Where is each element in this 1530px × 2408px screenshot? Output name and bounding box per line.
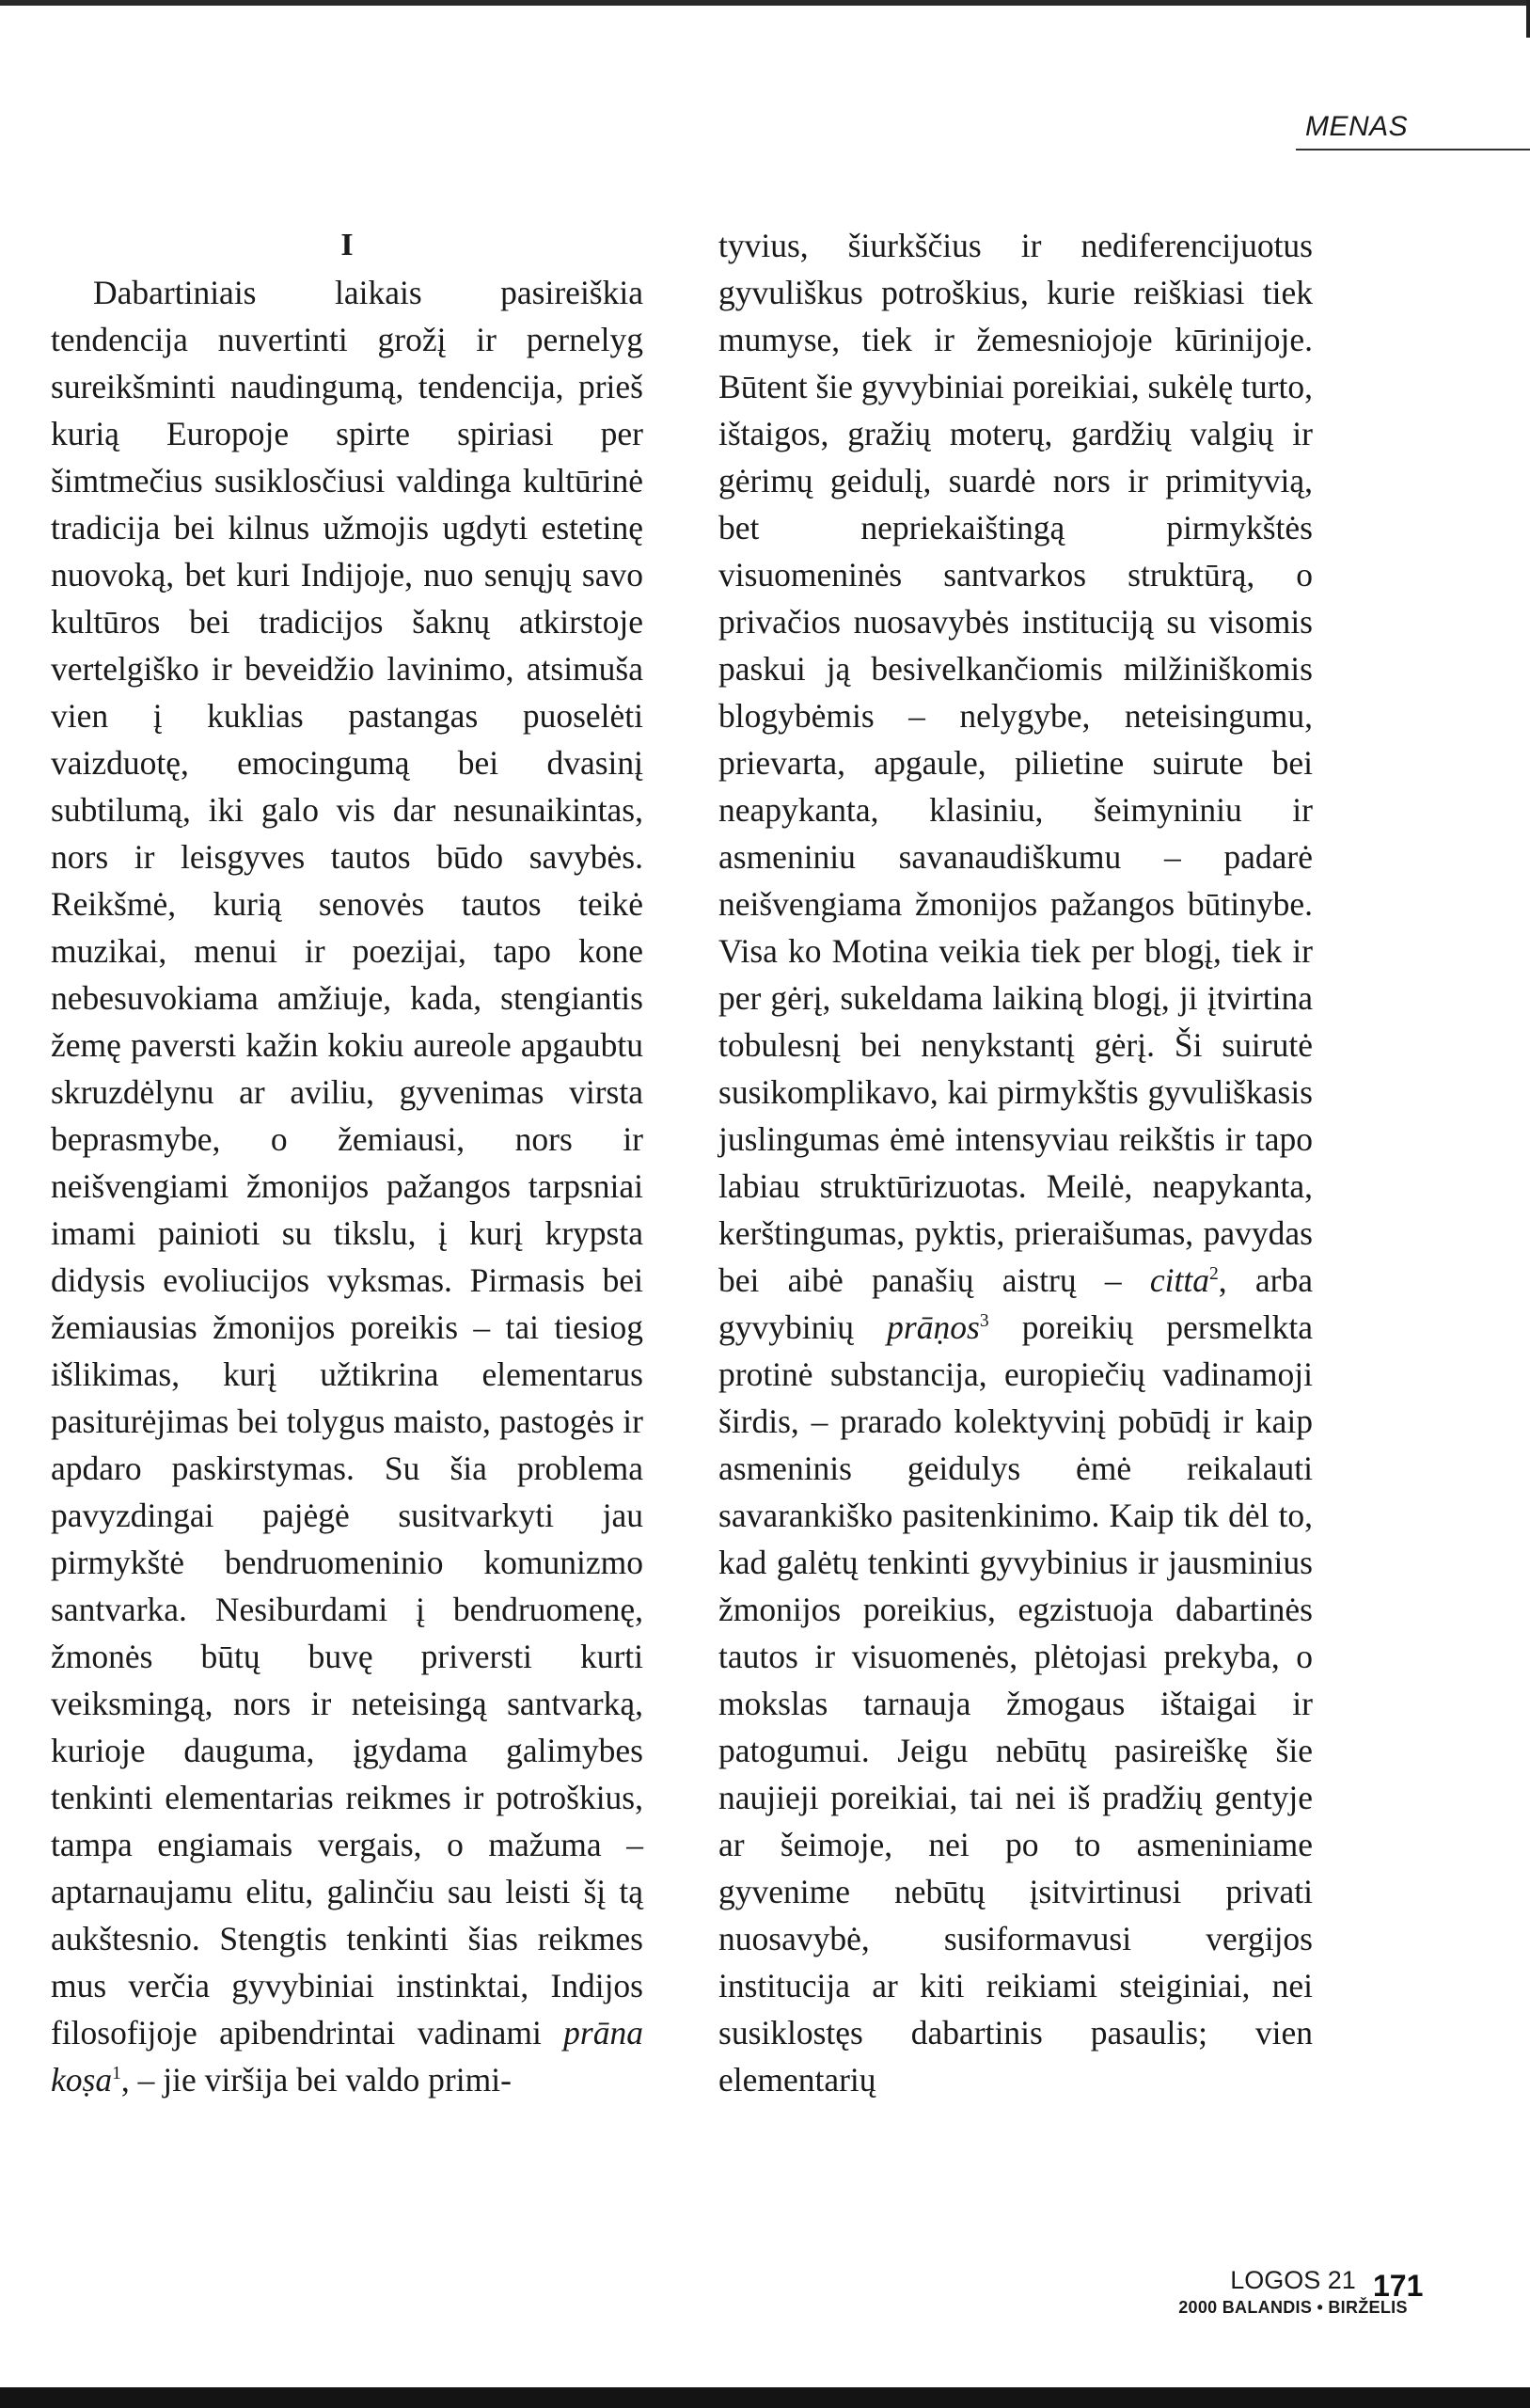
term-prana-kosa: prāna koṣa (51, 2014, 643, 2099)
term-citta: citta (1149, 1261, 1209, 1299)
footnote-ref-2[interactable]: 2 (1209, 1264, 1219, 1285)
header-rule (1296, 149, 1530, 150)
text-segment: Dabartiniais laikais pasireiškia tendencija nuvertinti grožį ir pernelyg sureikšminti naudingumą, tendencija, prieš kurią Europoje spirte spiriasi per šimtmečius susiklosčiusi valdinga kultūrinė tradicija bei kilnus užmojis ugdyti estetinę nuovoką, bet kuri Indijoje, nuo senųjų savo kultūros bei tradicijos šaknų atkirstoje vertelgiško ir beveidžio lavinimo, atsimuša vien į kuklias pastangas puoselėti vaizduotę, emocingumą bei dvasinį subtilumą, iki galo vis dar nesunaikintas, nors ir leisgyves tautos būdo savybės. Reikšmė, kurią senovės tautos teikė muzikai, menui ir poezijai, tapo kone nebesuvokiama amžiuje, kada, stengiantis žemę paversti kažin kokiu aureole apgaubtu skruzdėlynu ar aviliu, gyvenimas virsta beprasmybe, o žemiausi, nors ir neišvengiami žmonijos pažangos tarpsniai imami painioti su tikslu, į kurį krypsta didysis evoliucijos vyksmas. Pirmasis bei žemiausias žmonijos poreikis – tai tiesiog išlikimas, kurį užtikrina elementarus pasiturėjimas bei tolygus maisto, pastogės ir apdaro paskirstymas. Su šia problema pavyzdingai pajėgė susitvarkyti jau pirmykštė bendruomeninio komunizmo santvarka. Nesiburdami į bendruomenę, žmonės būtų buvę priversti kurti veiksmingą, nors ir neteisingą santvarką, kurioje dauguma, įgydama galimybes tenkinti elementarias reikmes ir potroškius, tampa engiamais vergais, o mažuma – aptarnaujamu elitu, galinčiu sau leisti šį tą aukštesnio. Stengtis tenkinti šias reikmes mus verčia gyvybiniai instinktai, Indijos filosofijoje apibendrintai vadinami (51, 274, 643, 2052)
running-head: MENAS (1305, 111, 1409, 142)
text-segment: , arba gyvybinių (718, 1261, 1313, 1346)
scan-edge-bottom (0, 2387, 1530, 2408)
footnote-ref-1[interactable]: 1 (112, 2064, 121, 2084)
paragraph-right (718, 222, 1313, 2103)
scan-edge-top (0, 0, 1530, 6)
journal-title: LOGOS 21 (1230, 2266, 1356, 2294)
text-segment: poreikių persmelkta protinė substancija, europiečių vadinamoji širdis, – prarado kolektyvinį pobūdį ir kaip asmeninis geidulys ėmė reikalauti savarankiško pasitenkinimo. Kaip tik dėl to, kad galėtų tenkinti gyvybinius ir jausminius žmonijos poreikius, egzistuoja dabartinės tautos ir visuomenės, plėtojasi prekyba, o mokslas tarnauja žmogaus ištaigai ir patogumui. Jeigu nebūtų pasireiškę šie naujieji poreikiai, tai nei iš pradžių gentyje ar šeimoje, nei po to asmeniniame gyvenime nebūtų įsitvirtinusi privati nuosavybė, susiformavusi vergijos institucija ar kiti reikiami steiginiai, nei susiklostęs dabartinis pasaulis; vien elementarių (718, 1308, 1313, 2099)
text-segment: , – jie viršija bei valdo primi- (120, 2061, 512, 2099)
left-column (51, 222, 643, 2103)
paragraph-left (51, 269, 643, 2103)
term-pranos: prāṇos (887, 1308, 980, 1346)
page-number: 171 (1373, 2269, 1424, 2303)
section-number: I (340, 228, 354, 262)
issue-date: 2000 BALANDIS • BIRŽELIS (1178, 2298, 1408, 2317)
right-column (718, 222, 1313, 2103)
scan-edge-right (1526, 0, 1530, 38)
footnote-ref-3[interactable]: 3 (979, 1311, 989, 1332)
text-segment: tyvius, šiurkščius ir nediferencijuotus gyvuliškus potroškius, kurie reiškiasi tiek mumyse, tiek ir žemesniojoje kūrinijoje. Būtent šie gyvybiniai poreikiai, sukėlę turto, ištaigos, gražių moterų, gardžių valgių ir gėrimų geidulį, suardė nors ir primityvią, bet nepriekaištingą pirmykštės visuomeninės santvarkos struktūrą, o privačios nuosavybės instituciją su visomis paskui ją besivelkančiomis milžiniškomis blogybėmis – nelygybe, neteisingumu, prievarta, apgaule, pilietine suirute bei neapykanta, klasiniu, šeimyniniu ir asmeniniu savanaudiškumu – padarė neišvengiama žmonijos pažangos būtinybe. Visa ko Motina veikia tiek per blogį, tiek ir per gėrį, sukeldama laikiną blogį, ji įtvirtina tobulesnį bei nenykstantį gėrį. Ši suirutė susikomplikavo, kai pirmykštis gyvuliškasis juslingumas ėmė intensyviau reikštis ir tapo labiau struktūrizuotas. Meilė, neapykanta, kerštingumas, pyktis, prieraišumas, pavydas bei aibė panašių aistrų – (718, 227, 1313, 1299)
